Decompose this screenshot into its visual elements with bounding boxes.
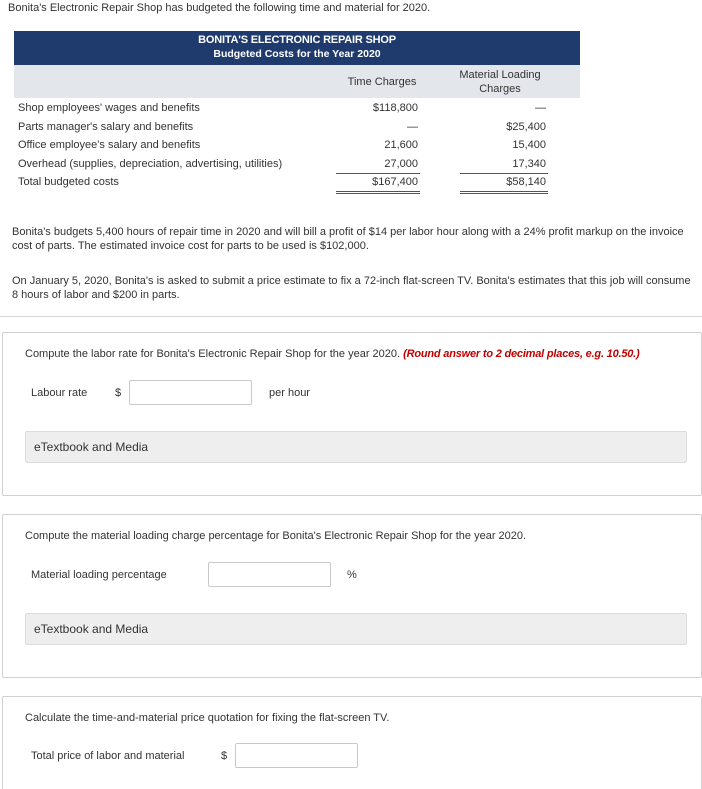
- row-material-value: 15,400: [512, 139, 546, 151]
- rounding-hint: (Round answer to 2 decimal places, e.g. 10.50.): [403, 348, 640, 360]
- problem-paragraph-2: On January 5, 2020, Bonita's is asked to submit a price estimate to fix a 72-inch flat-screen TV. Bonita's estimates that this job will consume 8 hours of labor and $200 in parts.: [12, 275, 691, 301]
- row-material-value: $25,400: [506, 120, 546, 133]
- material-loading-label: Material loading percentage: [31, 569, 167, 581]
- col-material-loading: Material Loading Charges: [459, 69, 541, 95]
- problem-paragraph-1: Bonita's budgets 5,400 hours of repair time in 2020 and will bill a profit of $14 per labor hour along with a 24% profit markup on the invoice cost of parts. The estimated invoice cost for parts to be used is $102,000.: [12, 226, 684, 252]
- budget-table: [14, 31, 580, 193]
- table-row: [14, 156, 580, 175]
- row-label: Total budgeted costs: [18, 176, 119, 188]
- table-subtitle: Budgeted Costs for the Year 2020: [213, 48, 381, 60]
- divider: [0, 316, 702, 317]
- row-label: Overhead (supplies, depreciation, advertising, utilities): [18, 157, 283, 170]
- etextbook-media-label: eTextbook and Media: [34, 622, 149, 636]
- table-row-total: [14, 174, 580, 193]
- per-hour-label: per hour: [269, 387, 310, 399]
- dollar-sign: $: [221, 750, 228, 762]
- labour-rate-label: Labour rate: [31, 387, 88, 399]
- question-panel-price-quotation: [2, 696, 702, 789]
- table-row: [14, 137, 580, 156]
- row-material-value: 17,340: [512, 157, 546, 170]
- row-material-value: —: [535, 102, 546, 114]
- question-label: Compute the labor rate for Bonita's Electronic Repair Shop for the year 2020.: [25, 348, 401, 360]
- question-panel-material-loading: [2, 514, 702, 678]
- row-time-value: 27,000: [384, 157, 418, 170]
- question-text: [25, 348, 640, 360]
- row-time-value: $167,400: [372, 176, 418, 188]
- row-material-value: $58,140: [506, 176, 546, 188]
- row-label: Office employee's salary and benefits: [18, 139, 201, 151]
- table-title: BONITA'S ELECTRONIC REPAIR SHOP: [198, 34, 396, 46]
- row-time-value: $118,800: [372, 102, 418, 114]
- row-label: Parts manager's salary and benefits: [18, 120, 194, 133]
- etextbook-media-link[interactable]: [25, 431, 687, 463]
- total-double-underline: [336, 191, 420, 194]
- material-loading-input[interactable]: [208, 562, 331, 587]
- dollar-sign: $: [115, 387, 122, 399]
- etextbook-media-label: eTextbook and Media: [34, 440, 149, 454]
- total-price-input[interactable]: [235, 743, 358, 768]
- row-time-value: —: [407, 120, 418, 133]
- row-time-value: 21,600: [384, 139, 418, 151]
- labour-rate-input[interactable]: [129, 380, 252, 405]
- question-text: Calculate the time-and-material price quotation for fixing the flat-screen TV.: [25, 712, 390, 724]
- table-row: [14, 119, 580, 138]
- table-header: [14, 31, 580, 65]
- etextbook-media-link[interactable]: [25, 613, 687, 645]
- question-text: Compute the material loading charge percentage for Bonita's Electronic Repair Shop for the year 2020.: [25, 530, 527, 542]
- table-row: [14, 100, 580, 119]
- total-double-underline: [460, 191, 548, 194]
- col-time-charges: Time Charges: [347, 76, 417, 88]
- percent-sign: %: [347, 569, 357, 581]
- column-header-row: [14, 65, 580, 98]
- intro-text: Bonita's Electronic Repair Shop has budgeted the following time and material for 2020.: [8, 2, 431, 14]
- total-price-label: Total price of labor and material: [31, 750, 185, 762]
- question-panel-labor-rate: [2, 332, 702, 496]
- row-label: Shop employees' wages and benefits: [18, 102, 200, 114]
